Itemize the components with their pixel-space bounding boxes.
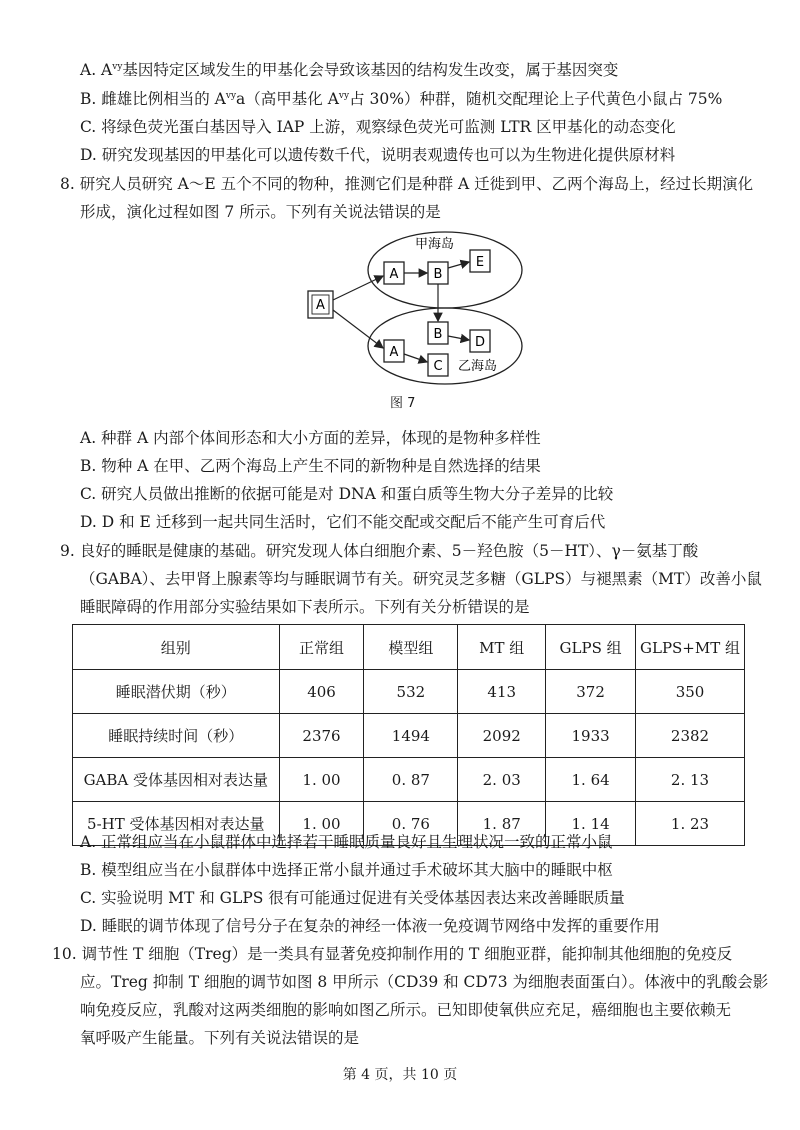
node-yi-d	[470, 330, 490, 352]
table-cell: 2092	[458, 714, 546, 758]
q7-option-b-superscript-2: vy	[338, 91, 350, 101]
q7-option-b-text: 占 30%）种群，随机交配理论上子代黄色小鼠占 75%	[349, 90, 723, 108]
svg-text:B: B	[433, 327, 443, 342]
table-header-cell: 组别	[73, 625, 280, 670]
q9-option-c: C. 实验说明 MT 和 GLPS 很有可能通过促进有关受体基因表达来改善睡眠质量	[80, 889, 625, 907]
table-cell: 2376	[279, 714, 364, 758]
page-footer: 第 4 页，共 10 页	[342, 1067, 458, 1083]
q9-option-a: A. 正常组应当在小鼠群体中选择若干睡眠质量良好且生理状况一致的正常小鼠	[80, 833, 613, 851]
table-cell: 1. 00	[279, 758, 364, 802]
q7-option-b	[80, 87, 722, 111]
island-yi-label: 乙海岛	[458, 359, 498, 374]
q7-option-b-superscript-1: vy	[225, 91, 237, 101]
q7-option-b-prefix: B. 雌雄比例相当的 A	[80, 90, 226, 108]
q9-option-d: D. 睡眠的调节体现了信号分子在复杂的神经一体液一免疫调节网络中发挥的重要作用	[80, 917, 660, 935]
table-header-cell: MT 组	[458, 625, 546, 670]
table-header-cell: GLPS 组	[546, 625, 636, 670]
q8-stem-line1: 8. 研究人员研究 A～E 五个不同的物种，推测它们是种群 A 迁徙到甲、乙两个海岛上，经过长期演化	[60, 175, 754, 193]
svg-text:A: A	[389, 345, 399, 360]
q7-option-a-text: 基因特定区域发生的甲基化会导致该基因的结构发生改变，属于基因突变	[122, 61, 619, 79]
node-jia-b	[428, 262, 448, 284]
q9-stem-line3: 睡眠障碍的作用部分实验结果如下表所示。下列有关分析错误的是	[80, 598, 530, 616]
svg-text:D: D	[474, 335, 486, 350]
node-jia-e	[470, 250, 490, 272]
table-cell: 0. 87	[364, 758, 458, 802]
q9-option-b: B. 模型组应当在小鼠群体中选择正常小鼠并通过手术破坏其大脑中的睡眠中枢	[80, 861, 613, 879]
node-yi-a	[384, 340, 404, 362]
table-cell: 372	[546, 670, 636, 714]
table-cell: 406	[279, 670, 364, 714]
table-row	[73, 670, 745, 714]
q7-option-a-superscript: vy	[112, 62, 123, 72]
table-row	[73, 758, 745, 802]
svg-text:C: C	[433, 359, 443, 374]
table-cell: 2. 13	[636, 758, 745, 802]
arrow-origin-to-jia-a	[333, 276, 383, 300]
node-yi-c	[428, 354, 448, 376]
table-cell: 1. 23	[636, 802, 745, 846]
svg-text:E: E	[475, 255, 485, 270]
node-jia-a	[384, 262, 404, 284]
table-cell: 1. 64	[546, 758, 636, 802]
table-cell: 1. 00	[279, 802, 364, 846]
table-cell: 1494	[364, 714, 458, 758]
table-cell: 2. 03	[458, 758, 546, 802]
table-cell: 1. 14	[546, 802, 636, 846]
q7-option-b-middle: a（高甲基化 A	[236, 90, 339, 108]
island-jia-label: 甲海岛	[415, 237, 455, 252]
table-header-row	[73, 625, 745, 670]
q8-stem-line2: 形成，演化过程如图 7 所示。下列有关说法错误的是	[80, 203, 441, 221]
q9-stem-line2: （GABA）、去甲肾上腺素等均与睡眠调节有关。研究灵芝多糖（GLPS）与褪黑素（MT）改善小鼠	[80, 570, 762, 588]
table-cell: 2382	[636, 714, 745, 758]
table-cell: GABA 受体基因相对表达量	[73, 758, 280, 802]
svg-text:A: A	[389, 267, 399, 282]
table-cell: 0. 76	[364, 802, 458, 846]
evolution-diagram	[300, 228, 530, 388]
table-cell: 1933	[546, 714, 636, 758]
arrow-yi-a-to-c	[404, 354, 427, 362]
q7-option-a-prefix: A. A	[80, 61, 113, 79]
arrow-jia-b-to-e	[448, 262, 469, 268]
q7-option-a	[80, 58, 618, 82]
table-cell: 5-HT 受体基因相对表达量	[73, 802, 280, 846]
q8-option-a: A. 种群 A 内部个体间形态和大小方面的差异，体现的是物种多样性	[80, 429, 541, 447]
table-cell: 350	[636, 670, 745, 714]
q7-option-d: D. 研究发现基因的甲基化可以遗传数千代，说明表观遗传也可以为生物进化提供原材料	[80, 146, 676, 164]
table-cell: 1. 87	[458, 802, 546, 846]
figure-7-caption: 图 7	[390, 396, 416, 411]
q10-stem-line4: 氧呼吸产生能量。下列有关说法错误的是	[80, 1029, 360, 1047]
q7-option-c: C. 将绿色荧光蛋白基因导入 IAP 上游，观察绿色荧光可监测 LTR 区甲基化的动态变化	[80, 118, 676, 136]
table-cell: 睡眠持续时间（秒）	[73, 714, 280, 758]
table-cell: 睡眠潜伏期（秒）	[73, 670, 280, 714]
q8-option-b: B. 物种 A 在甲、乙两个海岛上产生不同的新物种是自然选择的结果	[80, 457, 541, 475]
table-header-cell: 正常组	[279, 625, 364, 670]
table-cell: 413	[458, 670, 546, 714]
arrow-yi-b-to-d	[448, 336, 469, 340]
svg-text:B: B	[433, 267, 443, 282]
sleep-experiment-table	[72, 624, 745, 846]
q8-option-d: D. D 和 E 迁移到一起共同生活时，它们不能交配或交配后不能产生可育后代	[80, 513, 606, 531]
node-origin-a	[308, 291, 333, 318]
q10-stem-line3: 响免疫反应，乳酸对这两类细胞的影响如图乙所示。已知即使氧供应充足，癌细胞也主要依赖无	[80, 1001, 732, 1019]
table-cell: 532	[364, 670, 458, 714]
q10-stem-line1: 10. 调节性 T 细胞（Treg）是一类具有显著免疫抑制作用的 T 细胞亚群，能抑制其他细胞的免疫反	[52, 945, 733, 963]
table-header-cell: GLPS+MT 组	[636, 625, 745, 670]
q9-stem-line1: 9. 良好的睡眠是健康的基础。研究发现人体白细胞介素、5－羟色胺（5－HT）、γ－氨基丁酸	[60, 542, 699, 560]
q10-stem-line2: 应。Treg 抑制 T 细胞的调节如图 8 甲所示（CD39 和 CD73 为细胞表面蛋白）。体液中的乳酸会影	[80, 973, 769, 991]
table-header-cell: 模型组	[364, 625, 458, 670]
svg-text:A: A	[316, 298, 325, 313]
q8-option-c: C. 研究人员做出推断的依据可能是对 DNA 和蛋白质等生物大分子差异的比较	[80, 485, 614, 503]
table-row	[73, 714, 745, 758]
node-yi-b	[428, 322, 448, 344]
